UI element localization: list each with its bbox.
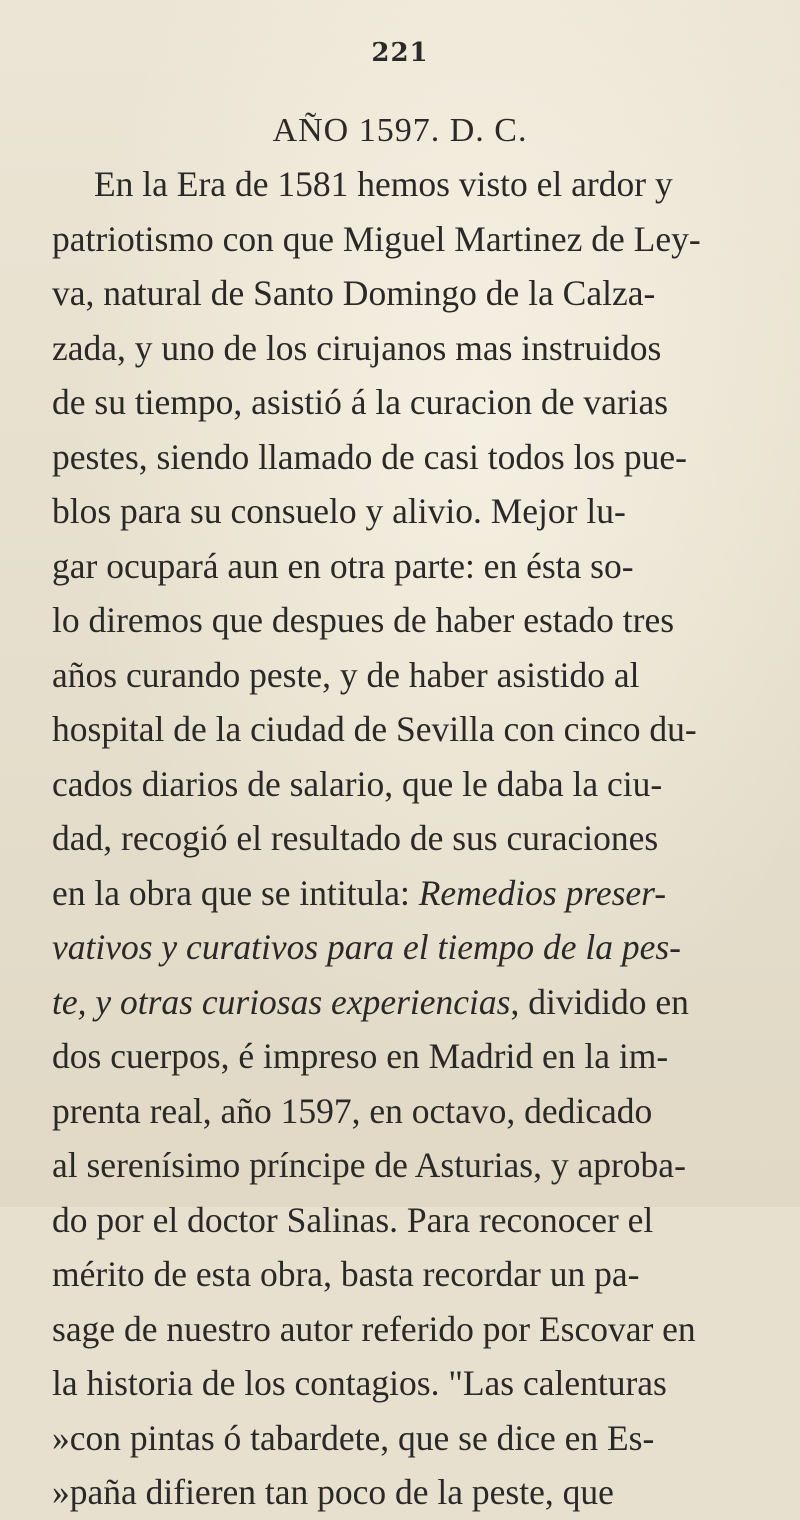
text-line: al serenísimo príncipe de Asturias, y aproba- xyxy=(52,1145,686,1185)
text-line: patriotismo con que Miguel Martinez de Ley- xyxy=(52,218,701,259)
text-line: zada, y uno de los cirujanos mas instruidos xyxy=(52,327,662,368)
text-line: »paña difieren tan poco de la peste, que xyxy=(52,1472,614,1512)
text-line: años curando peste, y de haber asistido al xyxy=(52,654,640,695)
text-line: dos cuerpos, é impreso en Madrid en la im- xyxy=(52,1036,669,1076)
text-line: hospital de la ciudad de Sevilla con cinco du- xyxy=(52,709,697,749)
text-line-title xyxy=(52,866,762,921)
book-title-part-1: Remedios preser- xyxy=(418,872,667,913)
text-line: sage de nuestro autor referido por Escovar en xyxy=(52,1308,696,1349)
page-number: 221 xyxy=(371,38,429,68)
text-line: dad, recogió el resultado de sus curaciones xyxy=(52,818,659,858)
body-text xyxy=(52,157,762,1520)
text-line: prenta real, año 1597, en octavo, dedicado xyxy=(52,1090,653,1131)
title-lead-in: en la obra que se intitula: xyxy=(52,872,419,913)
text-line: blos para su consuelo y alivio. Mejor lu- xyxy=(52,491,626,531)
text-line: do por el doctor Salinas. Para reconocer el xyxy=(52,1199,654,1240)
book-title-part-2: vativos y curativos para el tiempo de la pes- xyxy=(52,927,681,967)
title-trailing-text: , dividido en xyxy=(510,981,689,1022)
text-line: de su tiempo, asistió á la curacion de varias xyxy=(52,382,669,422)
text-line-title-end xyxy=(52,975,762,1030)
running-head: AÑO 1597. D. C. xyxy=(272,112,528,149)
text-line: »con pintas ó tabardete, que se dice en Es- xyxy=(52,1417,655,1458)
text-line: mérito de esta obra, basta recordar un pa- xyxy=(52,1254,640,1294)
text-line: gar ocupará aun en otra parte: en ésta so- xyxy=(52,545,634,586)
text-line: pestes, siendo llamado de casi todos los pue- xyxy=(52,436,687,477)
text-line: va, natural de Santo Domingo de la Calza- xyxy=(52,273,656,313)
book-title-part-3: te, y otras curiosas experiencias xyxy=(52,981,511,1022)
text-line: la historia de los contagios. "Las calenturas xyxy=(52,1363,667,1403)
text-line: lo diremos que despues de haber estado tres xyxy=(52,600,675,640)
text-line: cados diarios de salario, que le daba la ciu- xyxy=(52,763,663,804)
text-line: En la Era de 1581 hemos visto el ardor y xyxy=(94,164,673,204)
